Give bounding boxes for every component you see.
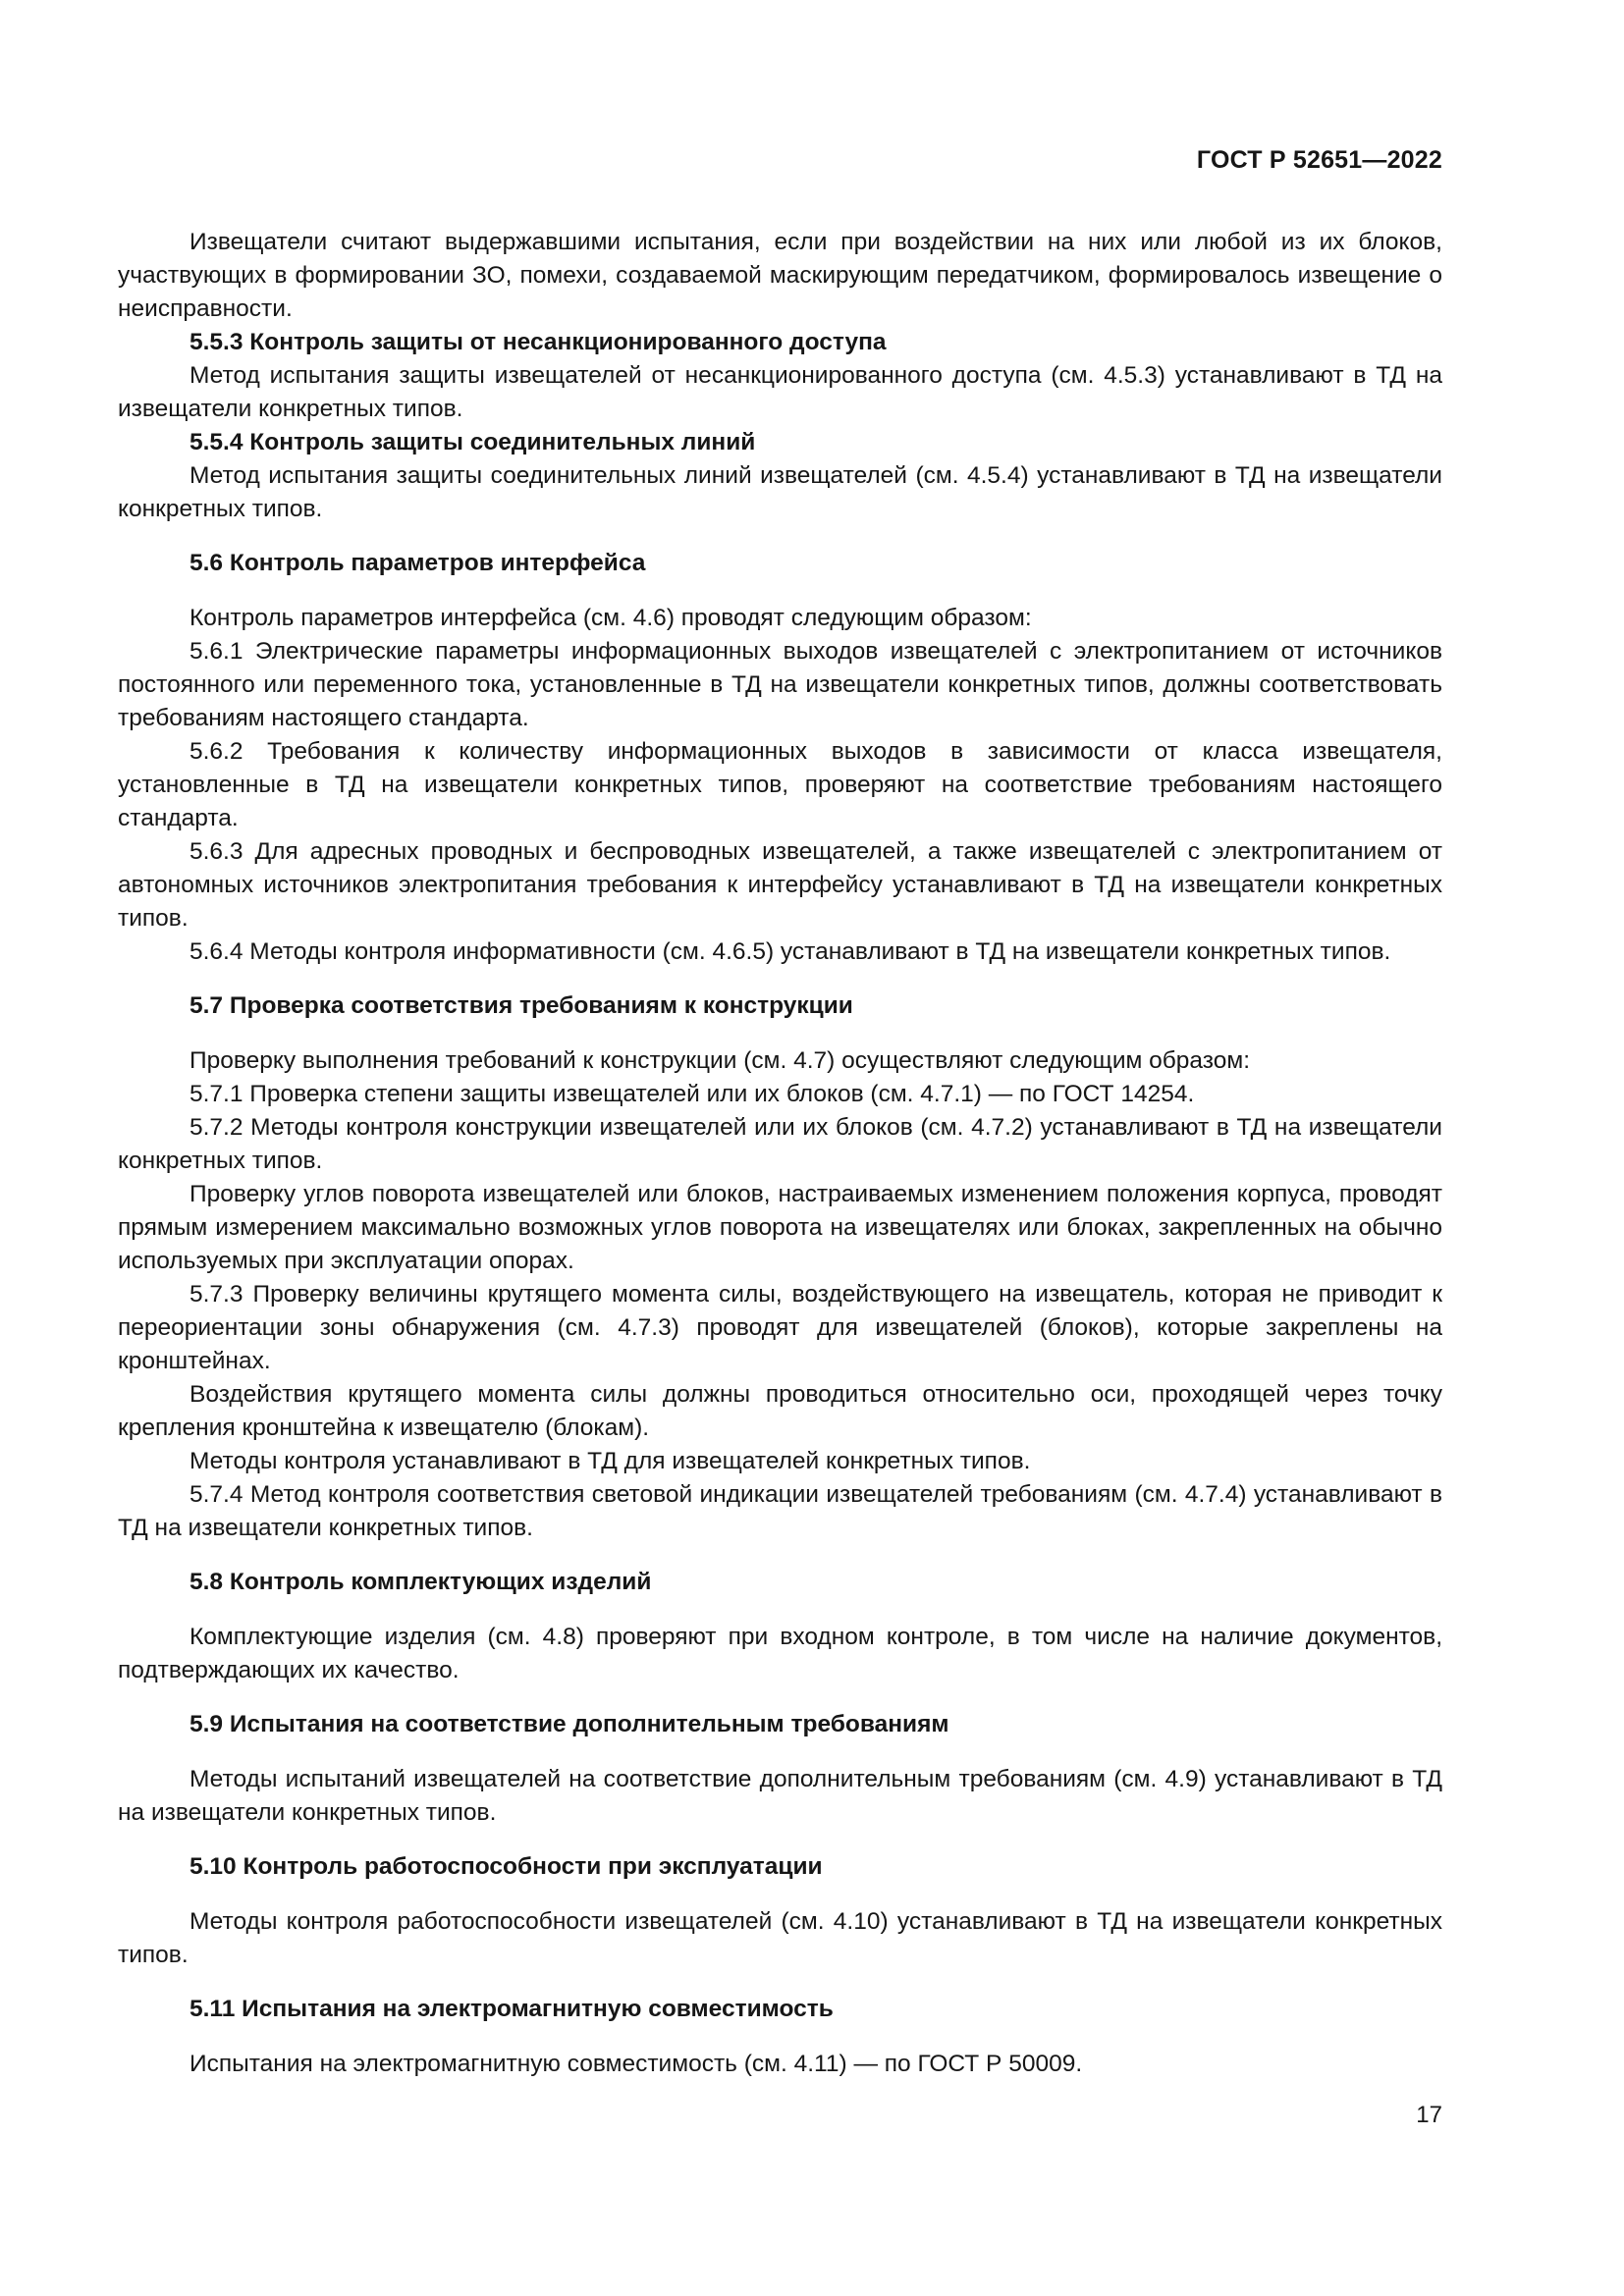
paragraph-5-7-1: 5.7.1 Проверка степени защиты извещателей или их блоков (см. 4.7.1) — по ГОСТ 14254. [189,1081,1195,1107]
paragraph-5-7-3: 5.7.3 Проверку величины крутящего момента силы, воздействующего на извещатель, которая не приводит к переориентации зоны обнаружения (см. 4.7.3) проводят для извещателей (блоков), которые закреплены на кронштейнах. [118,1281,1442,1374]
paragraph-5-6: Контроль параметров интерфейса (см. 4.6) проводят следующим образом: [189,605,1032,631]
document-code-header: ГОСТ Р 52651—2022 [1196,146,1442,174]
paragraph-5-11: Испытания на электромагнитную совместимость (см. 4.11) — по ГОСТ Р 50009. [189,2051,1083,2077]
heading-5-5-4: 5.5.4 Контроль защиты соединительных линий [189,429,756,455]
paragraph-5-7-3-torque: Воздействия крутящего момента силы должны проводиться относительно оси, проходящей через точку крепления кронштейна к извещателю (блокам). [118,1381,1442,1441]
paragraph-5-7-2: 5.7.2 Методы контроля конструкции извещателей или их блоков (см. 4.7.2) устанавливают в ТД на извещатели конкретных типов. [118,1114,1442,1174]
paragraph-5-8: Комплектующие изделия (см. 4.8) проверяют при входном контроле, в том числе на наличие документов, подтверждающих их качество. [118,1624,1442,1683]
document-body [118,226,1442,2081]
heading-5-7: 5.7 Проверка соответствия требованиям к конструкции [189,992,853,1019]
heading-5-9: 5.9 Испытания на соответствие дополнительным требованиям [189,1711,949,1737]
paragraph-5-7-3-methods: Методы контроля устанавливают в ТД для извещателей конкретных типов. [189,1448,1031,1474]
heading-5-8: 5.8 Контроль комплектующих изделий [189,1569,652,1595]
page-number: 17 [1416,2102,1442,2128]
paragraph-5-7: Проверку выполнения требований к конструкции (см. 4.7) осуществляют следующим образом: [189,1047,1251,1074]
paragraph-intro: Извещатели считают выдержавшими испытания, если при воздействии на них или любой из их блоков, участвующих в формировании ЗО, помехи, создаваемой маскирующим передатчиком, формировалось извещение о неисправности. [118,229,1442,322]
paragraph-5-6-3: 5.6.3 Для адресных проводных и беспроводных извещателей, а также извещателей с электропитанием от автономных источников электропитания требования к интерфейсу устанавливают в ТД на извещатели конкретных типов. [118,838,1442,932]
paragraph-5-6-1: 5.6.1 Электрические параметры информационных выходов извещателей с электропитанием от источников постоянного или переменного тока, установленные в ТД на извещатели конкретных типов, должны соответствовать требованиям настоящего стандарта. [118,638,1442,731]
paragraph-5-5-3: Метод испытания защиты извещателей от несанкционированного доступа (см. 4.5.3) устанавливают в ТД на извещатели конкретных типов. [118,362,1442,422]
heading-5-10: 5.10 Контроль работоспособности при эксплуатации [189,1853,823,1880]
paragraph-5-6-2: 5.6.2 Требования к количеству информационных выходов в зависимости от класса извещателя, установленные в ТД на извещатели конкретных типов, проверяют на соответствие требованиям настоящего стандарта. [118,738,1442,831]
heading-5-5-3: 5.5.3 Контроль защиты от несанкционированного доступа [189,329,887,355]
paragraph-5-6-4: 5.6.4 Методы контроля информативности (см. 4.6.5) устанавливают в ТД на извещатели конкретных типов. [189,938,1391,965]
heading-5-11: 5.11 Испытания на электромагнитную совместимость [189,1996,834,2022]
paragraph-5-10: Методы контроля работоспособности извещателей (см. 4.10) устанавливают в ТД на извещатели конкретных типов. [118,1908,1442,1968]
paragraph-5-5-4: Метод испытания защиты соединительных линий извещателей (см. 4.5.4) устанавливают в ТД на извещатели конкретных типов. [118,462,1442,522]
paragraph-5-9: Методы испытаний извещателей на соответствие дополнительным требованиям (см. 4.9) устанавливают в ТД на извещатели конкретных типов. [118,1766,1442,1826]
paragraph-5-7-4: 5.7.4 Метод контроля соответствия световой индикации извещателей требованиям (см. 4.7.4) устанавливают в ТД на извещатели конкретных типов. [118,1481,1442,1541]
paragraph-5-7-2-rotation: Проверку углов поворота извещателей или блоков, настраиваемых изменением положения корпуса, проводят прямым измерением максимально возможных углов поворота на извещателях или блоках, закрепленных на обычно используемых при эксплуатации опорах. [118,1181,1442,1274]
heading-5-6: 5.6 Контроль параметров интерфейса [189,550,646,576]
